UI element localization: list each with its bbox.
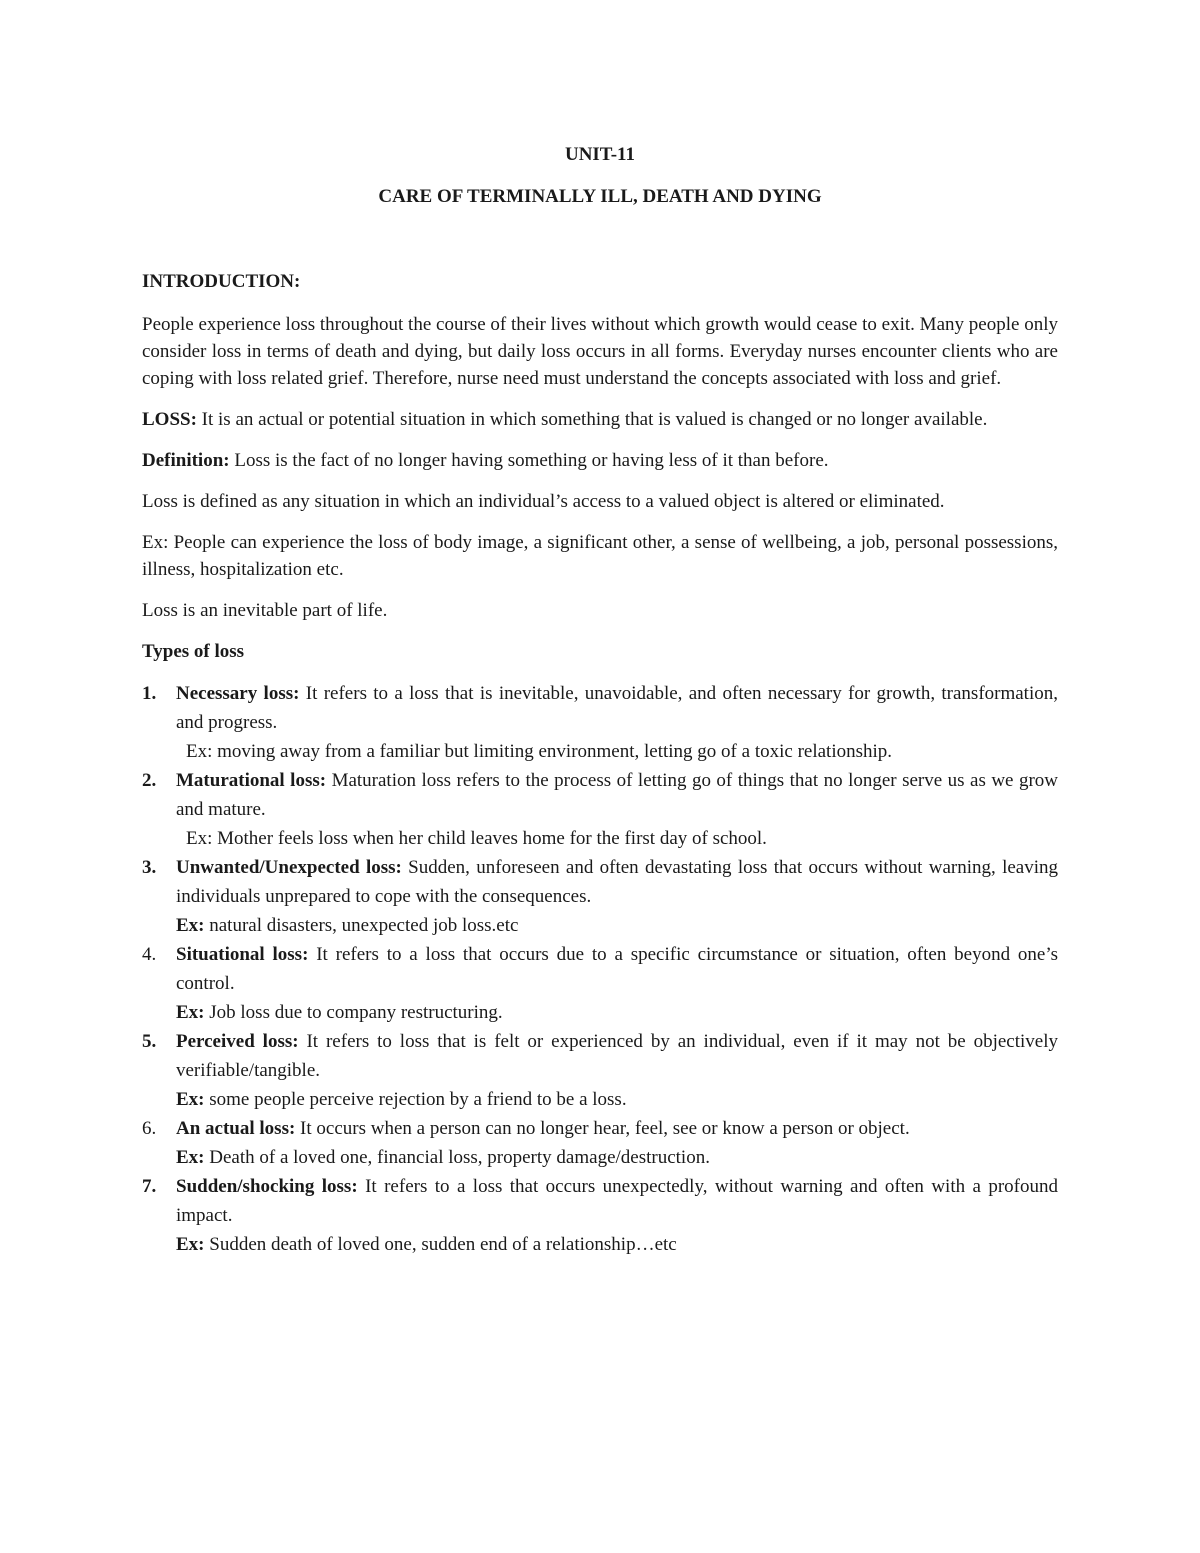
introduction-heading: INTRODUCTION: <box>142 271 301 292</box>
introduction-paragraph: People experience loss throughout the course of their lives without which growth would cease to exit. Many people only consider loss in terms of death and dying, but daily loss occurs in all forms. Everyday nurses encounter clients who are coping with loss related grief. Therefore, nurse need must understand the concepts associated with loss and grief. <box>142 314 1058 389</box>
list-item-number: 1. <box>142 683 157 704</box>
loss-text: It is an actual or potential situation in which something that is valued is changed or no longer available. <box>196 409 988 430</box>
list-item-title: Necessary loss: <box>176 683 300 704</box>
list-item <box>142 1027 1058 1114</box>
list-item-title: Unwanted/Unexpected loss: <box>176 857 402 878</box>
list-item-example: Ex: Mother feels loss when her child leaves home for the first day of school. <box>186 828 767 849</box>
list-item-example: Ex: natural disasters, unexpected job loss.etc <box>176 915 519 936</box>
list-item <box>142 766 1058 853</box>
list-item-text: It refers to a loss that is inevitable, unavoidable, and often necessary for growth, transformation, and progress. <box>176 683 1058 733</box>
list-item-text: Sudden, unforeseen and often devastating loss that occurs without warning, leaving individuals unprepared to cope with the consequences. <box>176 857 1058 907</box>
document-body <box>142 268 1058 1259</box>
list-item <box>142 679 1058 766</box>
list-item <box>142 1172 1058 1259</box>
list-item-number: 2. <box>142 770 157 791</box>
list-item <box>142 940 1058 1027</box>
loss-label: LOSS: <box>142 409 197 430</box>
document-title: CARE OF TERMINALLY ILL, DEATH AND DYING <box>378 186 822 207</box>
list-item-title: Maturational loss: <box>176 770 327 791</box>
list-item-text: Maturation loss refers to the process of letting go of things that no longer serve us as we grow and mature. <box>176 770 1059 820</box>
definition-label: Definition: <box>142 450 230 471</box>
list-item <box>142 853 1058 940</box>
definition-text: Loss is the fact of no longer having something or having less of it than before. <box>229 450 829 471</box>
list-item-example: Ex: moving away from a familiar but limiting environment, letting go of a toxic relationship. <box>186 741 893 762</box>
list-item <box>142 1114 1058 1172</box>
list-item-title: An actual loss: <box>176 1118 296 1139</box>
loss-paragraph <box>142 406 1058 433</box>
loss-defined-paragraph: Loss is defined as any situation in which an individual’s access to a valued object is altered or eliminated. <box>142 491 945 512</box>
list-item-number: 6. <box>142 1118 157 1139</box>
list-item-number: 4. <box>142 944 157 965</box>
loss-example-paragraph: Ex: People can experience the loss of body image, a significant other, a sense of wellbeing, a job, personal possessions, illness, hospitalization etc. <box>142 532 1058 580</box>
unit-title: UNIT-11 <box>564 144 636 165</box>
list-item-number: 5. <box>142 1031 157 1052</box>
list-item-title: Perceived loss: <box>176 1031 299 1052</box>
list-item-example: Ex: some people perceive rejection by a friend to be a loss. <box>176 1089 627 1110</box>
list-item-title: Situational loss: <box>176 944 309 965</box>
document-page <box>142 0 1058 1553</box>
list-item-number: 7. <box>142 1176 157 1197</box>
loss-inevitable-paragraph: Loss is an inevitable part of life. <box>142 600 388 621</box>
list-item-number: 3. <box>142 857 157 878</box>
types-of-loss-heading: Types of loss <box>142 641 245 662</box>
list-item-text: It refers to loss that is felt or experienced by an individual, even if it may not be objectively verifiable/tangible. <box>176 1031 1059 1081</box>
list-item-example: Ex: Sudden death of loved one, sudden end of a relationship…etc <box>176 1234 677 1255</box>
list-item-example: Ex: Death of a loved one, financial loss, property damage/destruction. <box>176 1147 710 1168</box>
list-item-text: It refers to a loss that occurs unexpectedly, without warning and often with a profound impact. <box>176 1176 1059 1226</box>
list-item-title: Sudden/shocking loss: <box>176 1176 358 1197</box>
definition-paragraph <box>142 447 1058 474</box>
list-item-text: It occurs when a person can no longer hear, feel, see or know a person or object. <box>295 1118 910 1139</box>
types-of-loss-list <box>142 679 1058 1259</box>
list-item-example: Ex: Job loss due to company restructuring. <box>176 1002 503 1023</box>
list-item-text: It refers to a loss that occurs due to a specific circumstance or situation, often beyond one’s control. <box>176 944 1058 994</box>
